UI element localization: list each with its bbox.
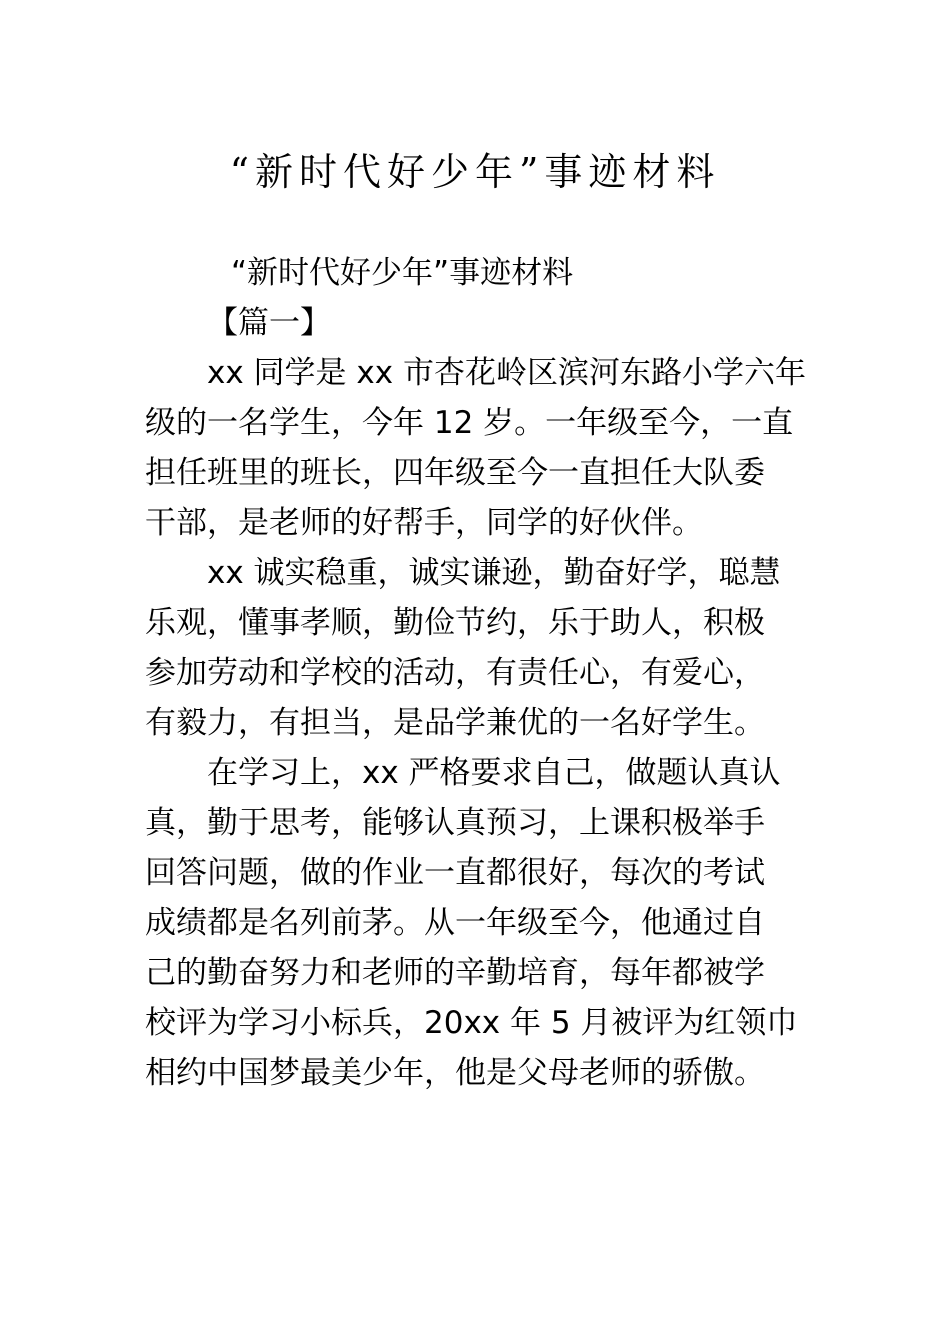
paragraph-line: 真，勤于思考，能够认真预习，上课积极举手 <box>145 805 765 841</box>
document-body <box>145 248 810 1098</box>
paragraph-line: 乐观，懂事孝顺，勤俭节约，乐于助人，积极 <box>145 605 765 641</box>
paragraph-line: 干部，是老师的好帮手，同学的好伙伴。 <box>145 505 703 541</box>
paragraph-line: 在学习上，xx 严格要求自己，做题认真认 <box>207 755 781 791</box>
paragraph-line: 己的勤奋努力和老师的辛勤培育，每年都被学 <box>145 955 765 991</box>
paragraph-line: 级的一名学生，今年 12 岁。一年级至今，一直 <box>145 405 794 441</box>
paragraph-line: 相约中国梦最美少年，他是父母老师的骄傲。 <box>145 1055 765 1091</box>
document-subtitle: “新时代好少年”事迹材料 <box>231 255 574 291</box>
paragraph-line: 成绩都是名列前茅。从一年级至今，他通过自 <box>145 905 765 941</box>
paragraph-line: 参加劳动和学校的活动，有责任心，有爱心， <box>145 655 765 691</box>
paragraph-line: 校评为学习小标兵，20xx 年 5 月被评为红领巾 <box>145 1005 798 1041</box>
paragraph-line: xx 同学是 xx 市杏花岭区滨河东路小学六年 <box>207 355 806 391</box>
section-heading: 【篇一】 <box>207 305 331 341</box>
paragraph-line: xx 诚实稳重，诚实谦逊，勤奋好学，聪慧 <box>207 555 781 591</box>
paragraph-line: 担任班里的班长，四年级至今一直担任大队委 <box>145 455 765 491</box>
paragraph-line: 回答问题，做的作业一直都很好，每次的考试 <box>145 855 765 891</box>
document-title: “新时代好少年”事迹材料 <box>229 150 721 194</box>
paragraph-line: 有毅力，有担当，是品学兼优的一名好学生。 <box>145 705 765 741</box>
